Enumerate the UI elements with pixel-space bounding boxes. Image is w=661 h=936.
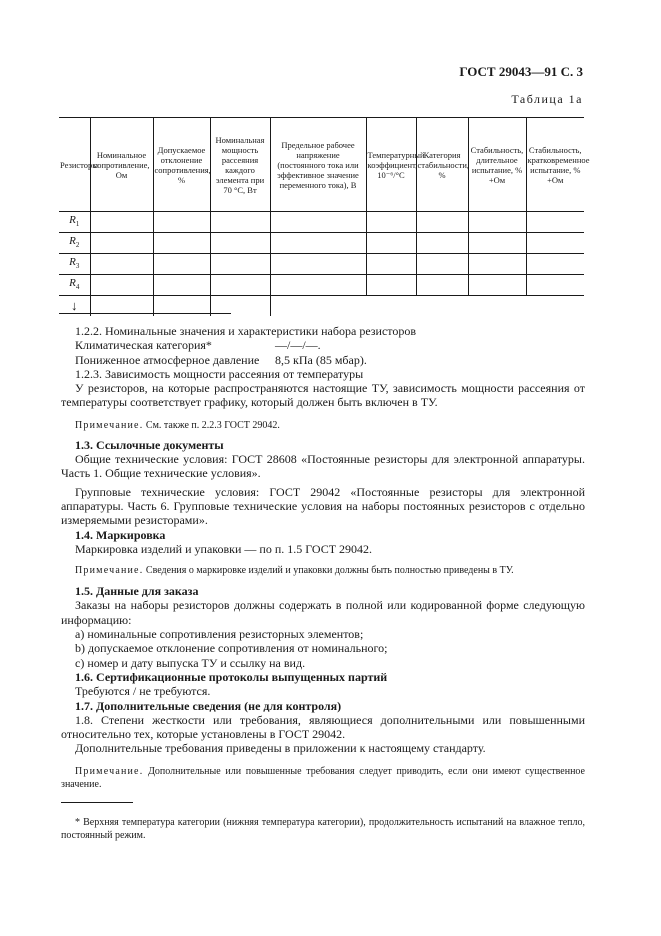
section-heading: 1.5. Данные для заказа [75, 584, 199, 599]
row-label: $R_1$ [59, 212, 90, 233]
row-label: $R_4$ [59, 275, 90, 296]
paragraph: Маркировка изделий и упаковки — по п. 1.5 ГОСТ 29042. [75, 541, 373, 556]
paragraph: 1.8. Степени жесткости или требования, являющиеся дополнительными или повышенными относительно тех, которые установлены в ГОСТ 29042. [61, 712, 585, 742]
note: Примечание. Сведения о маркировке изделий и упаковки должны быть полностью приведены в ТУ. [75, 565, 514, 577]
section-heading: 1.3. Ссылочные документы [75, 437, 224, 452]
row-label: $R_3$ [59, 254, 90, 275]
table-header-row [59, 118, 584, 212]
col-header: Категория стабильности, % [416, 118, 468, 212]
col-header: Номинальное сопротивление, Ом [90, 118, 153, 212]
list-item: c) номер и дату выпуска ТУ и ссылку на вид. [75, 655, 306, 670]
col-header: Допускаемое отклонение сопротивления, % [153, 118, 210, 212]
table-row [59, 233, 584, 254]
table-row [59, 212, 584, 233]
footnote-rule [61, 802, 133, 803]
row-label: $R_2$ [59, 233, 90, 254]
paragraph: Заказы на наборы резисторов должны содержать в полной или кодированной форме следующую информацию: [61, 598, 585, 627]
table-bottom-rule [59, 313, 231, 314]
section-heading: 1.6. Сертификационные протоколы выпущенных партий [75, 669, 388, 684]
section-heading: 1.7. Дополнительные сведения (не для контроля) [75, 698, 342, 713]
list-item: a) номинальные сопротивления резисторных элементов; [75, 627, 364, 642]
climatic-category-line: Климатическая категория* —/—/—. [75, 338, 321, 353]
table-row [59, 275, 584, 296]
col-header: Предельное рабочее напряжение (постоянного тока или эффективное значение переменного тока), В [270, 118, 366, 212]
paragraph: Общие технические условия: ГОСТ 28608 «Постоянные резисторы для электронной аппаратуры. Часть 1. Общие технические условия». [61, 452, 585, 481]
section-1-2-3: 1.2.3. Зависимость мощности рассеяния от температуры [75, 366, 364, 381]
list-item: b) допускаемое отклонение сопротивления от номинального; [75, 641, 388, 656]
page-header: ГОСТ 29043—91 С. 3 [459, 64, 583, 79]
paragraph: Требуются / не требуются. [75, 684, 211, 699]
resistor-table [59, 117, 590, 316]
table-caption: Таблица 1а [511, 92, 583, 106]
paragraph: Групповые технические условия: ГОСТ 29042 «Постоянные резисторы для электронной аппаратуры. Часть 6. Групповые технические условия на наборы постоянных резисторов с отдельно измеряемыми резисторами». [61, 484, 585, 528]
col-header: Номинальная мощность рассеяния каждого элемента при 70 °С, Вт [210, 118, 270, 212]
section-1-2-2: 1.2.2. Номинальные значения и характеристики набора резисторов [75, 324, 417, 338]
col-header: Температурный коэффициент, 10⁻⁶/°С [366, 118, 416, 212]
section-heading: 1.4. Маркировка [75, 527, 166, 542]
continuation-arrow-icon: ↓ [59, 296, 90, 317]
note: Примечание. См. также п. 2.2.3 ГОСТ 29042. [75, 419, 280, 431]
paragraph: Дополнительные требования приведены в приложении к настоящему стандарту. [75, 741, 486, 756]
table-row [59, 254, 584, 275]
document-body [61, 324, 585, 791]
pressure-line: Пониженное атмосферное давление 8,5 кПа (85 мбар). [75, 352, 367, 367]
note: Примечание. Дополнительные или повышенные требования следует приводить, если они имеют существенное значение. [61, 765, 585, 790]
col-header: Стабильность, кратковременное испытание, % +Ом [526, 118, 584, 212]
footnote: * Верхняя температура категории (нижняя температура категории), продолжительность испытаний на влажное тепло, постоянный режим. [61, 817, 585, 841]
col-header: Стабильность, длительное испытание, % +Ом [468, 118, 526, 212]
paragraph: У резисторов, на которые распространяются настоящие ТУ, зависимость мощности рассеяния от температуры соответствует графику, который должен быть включен в ТУ. [61, 381, 585, 410]
col-header: Резисторы [59, 118, 90, 212]
